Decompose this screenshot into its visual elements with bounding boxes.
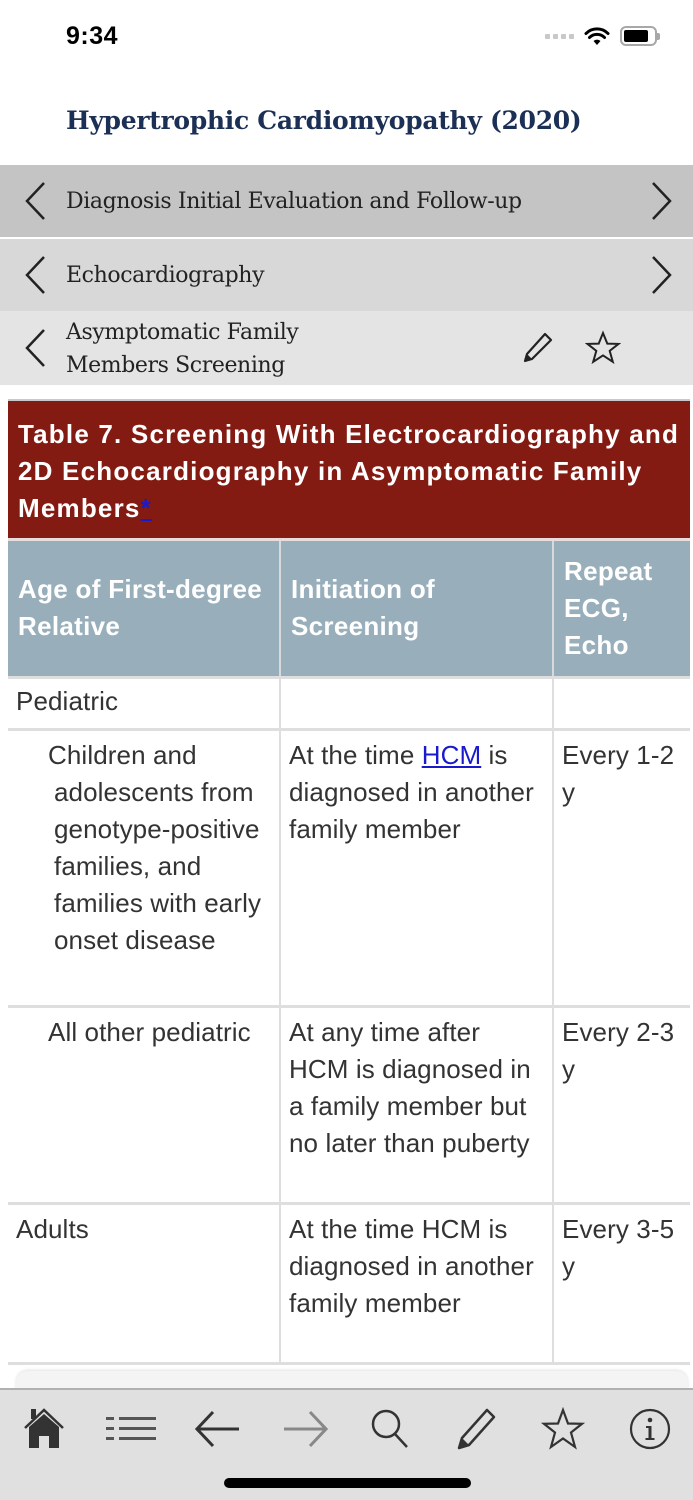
- nav-label-current-page: [66, 316, 298, 382]
- cell-initiation: At any time after HCM is diagnosed in a family member but no later than puberty: [280, 1006, 553, 1203]
- bottom-toolbar: [0, 1388, 693, 1500]
- cell-age: Adults: [8, 1203, 280, 1363]
- app-title: Hypertrophic Cardiomyopathy (2020): [66, 106, 582, 135]
- table-caption-text: Table 7. Screening With Electrocardiography and 2D Echocardiography in Asymptomatic Family Members: [18, 419, 680, 523]
- cell-initiation: At the time HCM is diagnosed in another family member: [280, 1203, 553, 1363]
- nav-label-line1: Asymptomatic Family: [66, 320, 299, 345]
- chevron-left-icon[interactable]: [22, 327, 50, 369]
- table-row: [8, 677, 690, 729]
- cell-age: [8, 729, 280, 1006]
- search-icon: [369, 1407, 413, 1451]
- cell-initiation-post: is diagnosed in another family member: [289, 739, 534, 844]
- nav-label-line2: Members Screening: [66, 353, 285, 378]
- table-header-row: [8, 541, 690, 677]
- screening-table-card: [8, 399, 690, 1365]
- nav-section-current-page: [0, 311, 693, 385]
- cell-repeat: Every 3-5 y: [553, 1203, 690, 1363]
- column-header-initiation: Initiation of Screening: [280, 541, 553, 677]
- notes-button[interactable]: [452, 1404, 502, 1454]
- table-caption: [8, 399, 690, 538]
- nav-label-diagnosis: Diagnosis Initial Evaluation and Follow-up: [66, 188, 522, 214]
- status-bar: [0, 0, 693, 78]
- table-row: [8, 1203, 690, 1363]
- pencil-icon: [455, 1407, 499, 1451]
- star-icon[interactable]: [585, 330, 621, 366]
- back-button[interactable]: [193, 1404, 243, 1454]
- chevron-right-icon[interactable]: [647, 254, 675, 296]
- favorites-button[interactable]: [538, 1404, 588, 1454]
- home-icon: [22, 1406, 66, 1452]
- info-icon: [628, 1407, 672, 1451]
- star-icon: [541, 1407, 585, 1451]
- cell-initiation: [280, 729, 553, 1006]
- search-button[interactable]: [366, 1404, 416, 1454]
- cell-repeat: [553, 677, 690, 729]
- home-button[interactable]: [19, 1404, 69, 1454]
- status-icons: [545, 26, 657, 46]
- info-button[interactable]: [625, 1404, 675, 1454]
- forward-button[interactable]: [280, 1404, 330, 1454]
- cell-age-text: Children and adolescents from genotype-positive families, and families with early onset disease: [48, 739, 262, 955]
- pencil-icon[interactable]: [520, 330, 556, 366]
- list-icon: [106, 1414, 156, 1444]
- cell-age-text: All other pediatric: [48, 1016, 251, 1047]
- chevron-right-icon[interactable]: [647, 180, 675, 222]
- cell-age: [8, 1006, 280, 1203]
- table-row: [8, 729, 690, 1006]
- column-header-age: Age of First-degree Relative: [8, 541, 280, 677]
- arrow-right-icon: [282, 1409, 328, 1449]
- cell-initiation: [280, 677, 553, 729]
- chevron-left-icon[interactable]: [22, 254, 50, 296]
- caption-footnote-link[interactable]: *: [140, 493, 152, 523]
- contents-button[interactable]: [106, 1404, 156, 1454]
- wifi-icon: [584, 26, 610, 46]
- nav-section-diagnosis[interactable]: [0, 165, 693, 237]
- arrow-left-icon: [195, 1409, 241, 1449]
- battery-icon: [620, 26, 657, 46]
- hcm-glossary-link[interactable]: HCM: [421, 739, 482, 770]
- nav-section-echocardiography[interactable]: [0, 239, 693, 311]
- cell-repeat: Every 2-3 y: [553, 1006, 690, 1203]
- nav-label-echocardiography: Echocardiography: [66, 262, 265, 288]
- screening-table: [8, 541, 690, 1365]
- home-indicator[interactable]: [224, 1478, 471, 1488]
- status-time: 9:34: [66, 22, 119, 50]
- cell-age: Pediatric: [8, 677, 280, 729]
- cell-initiation-pre: At the time: [289, 739, 422, 770]
- chevron-left-icon[interactable]: [22, 180, 50, 222]
- column-header-repeat: Repeat ECG, Echo: [553, 541, 690, 677]
- table-row: [8, 1006, 690, 1203]
- cell-repeat: Every 1-2 y: [553, 729, 690, 1006]
- signal-dots-icon: [545, 34, 574, 39]
